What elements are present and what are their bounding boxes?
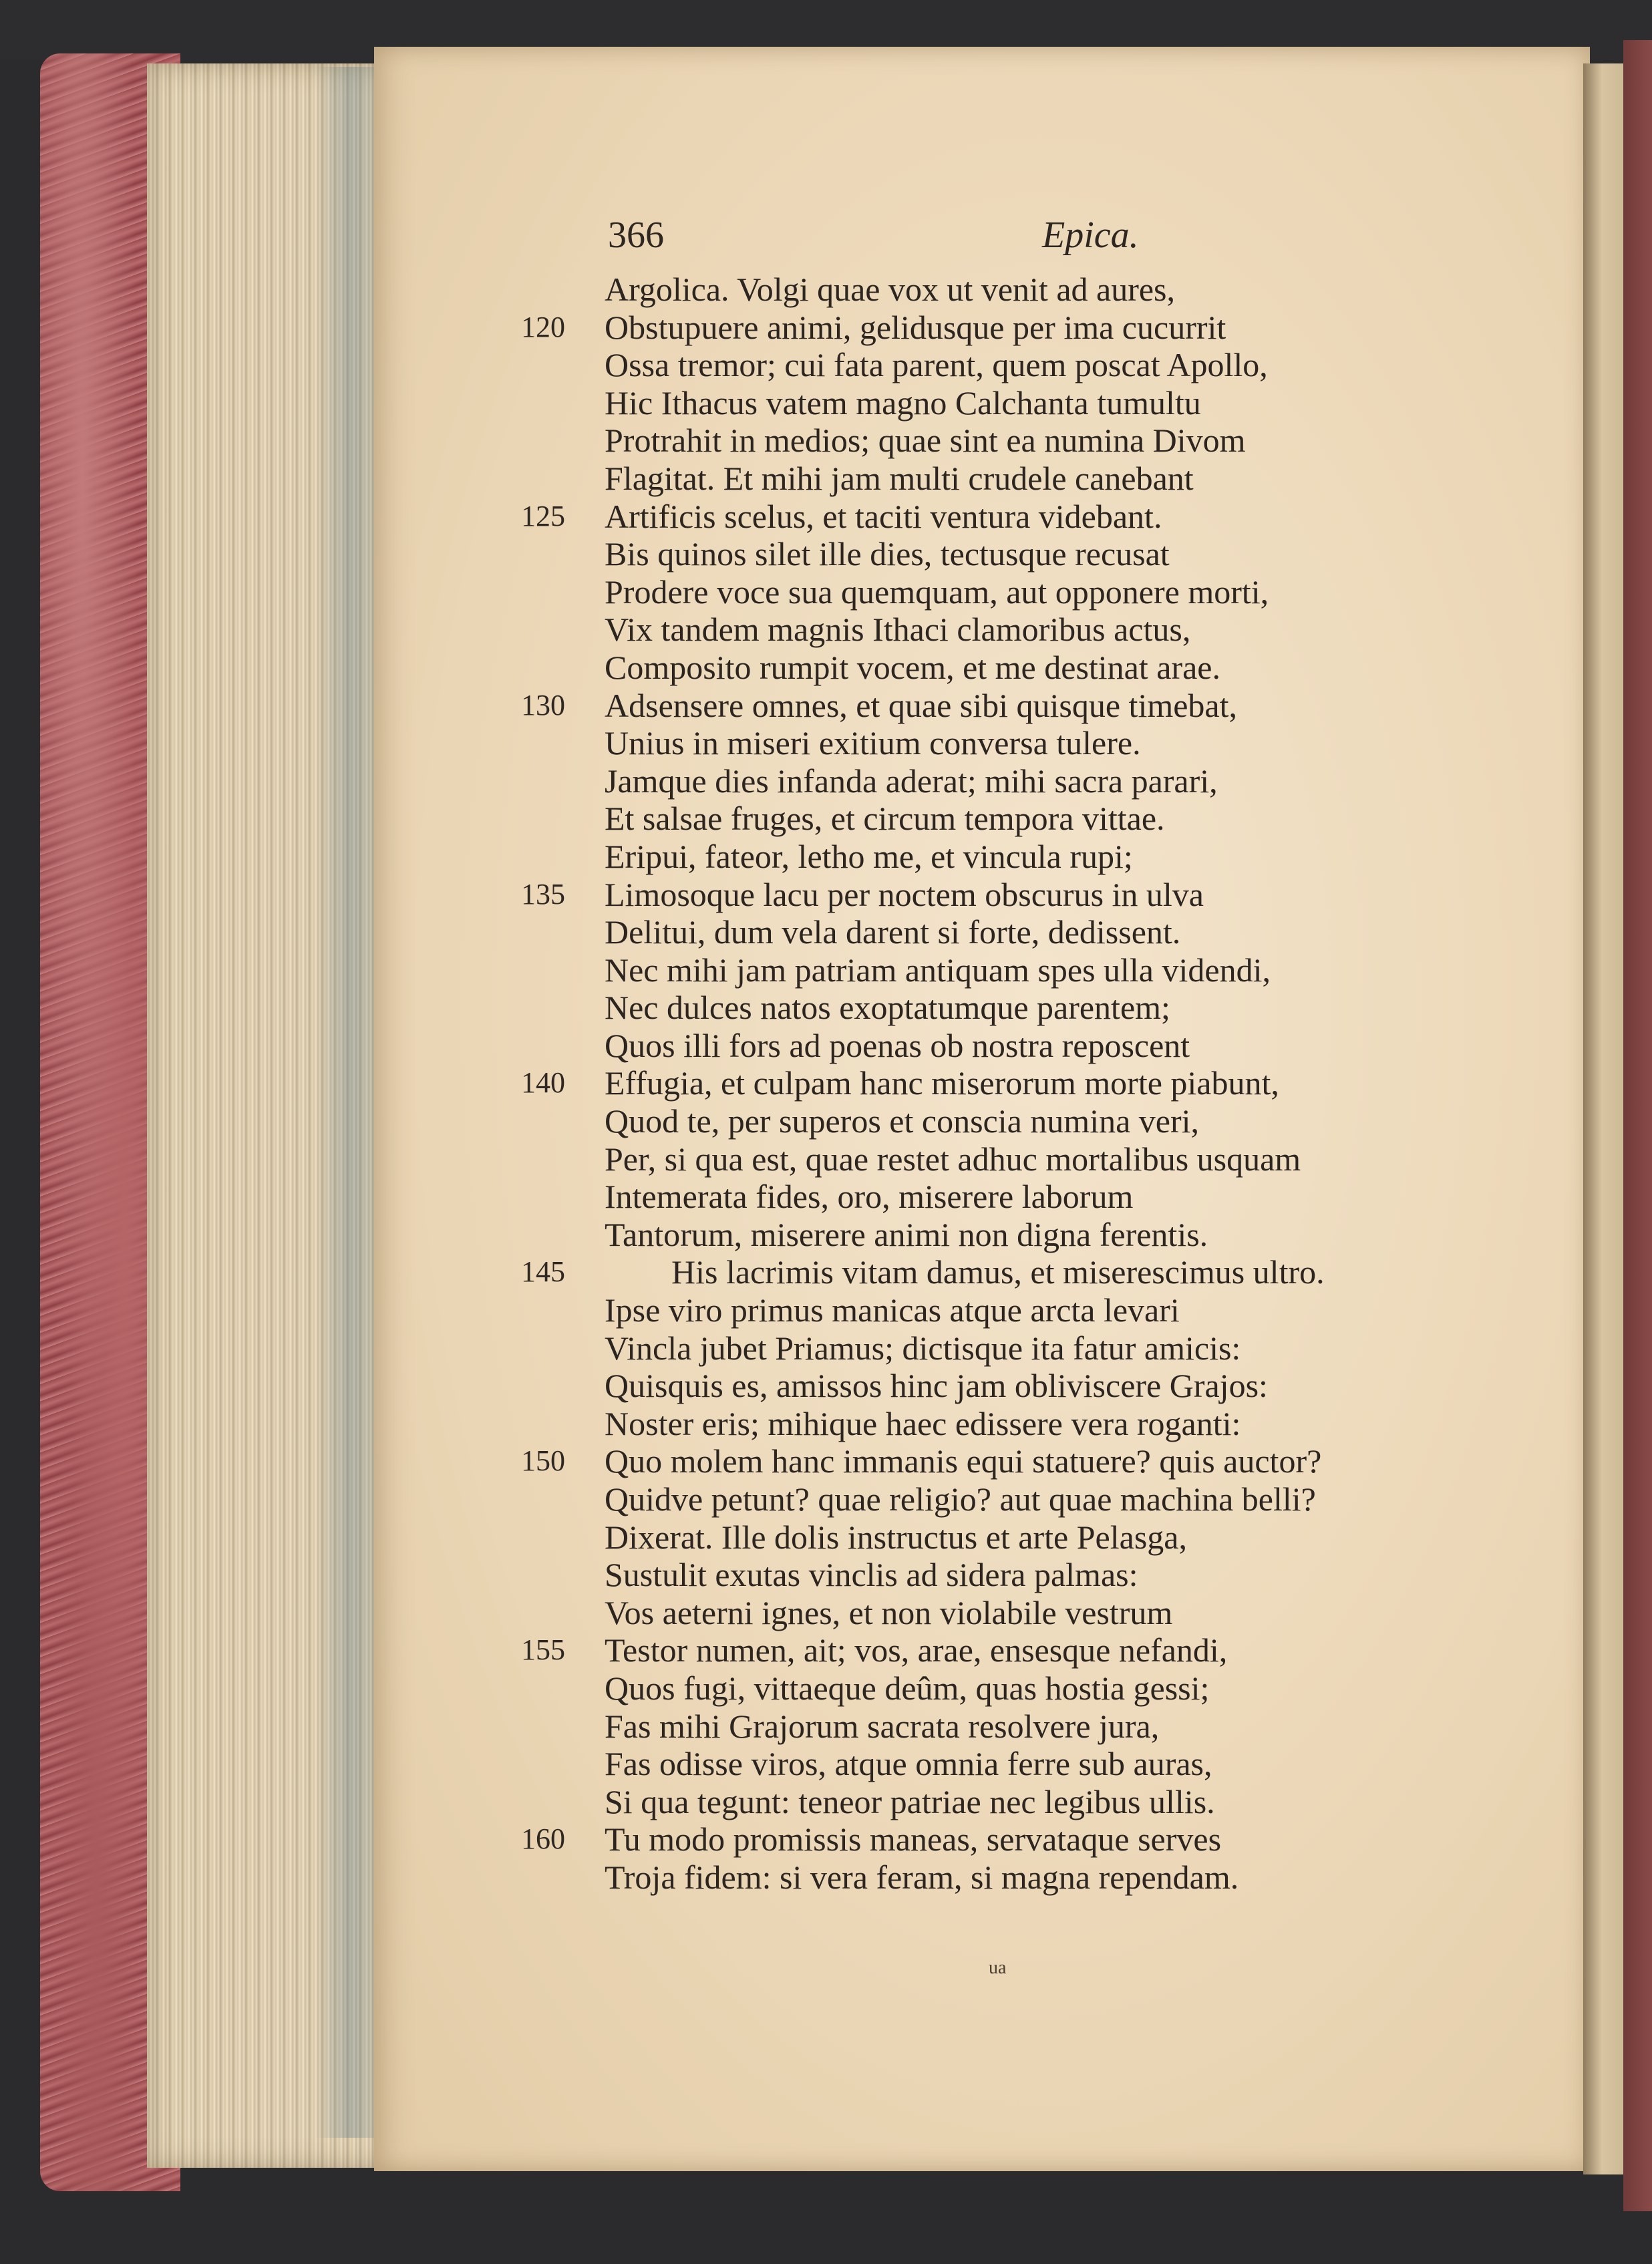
verse-text: Fas mihi Grajorum sacrata resolvere jura,: [605, 1707, 1160, 1745]
line-number: 160: [521, 1822, 565, 1856]
verse-line: [521, 1858, 1510, 1897]
verse-line: [521, 384, 1510, 422]
line-number: 145: [521, 1255, 565, 1289]
verse-line: [521, 346, 1510, 384]
verse-line: [521, 1178, 1510, 1216]
verse-text: Limosoque lacu per noctem obscurus in ulva: [605, 875, 1204, 913]
verse-text: Bis quinos silet ille dies, tectusque recusat: [605, 535, 1170, 573]
verse-text: Vix tandem magnis Ithaci clamoribus actus,: [605, 611, 1191, 649]
verse-line: [521, 1820, 1510, 1858]
verse-line: [521, 1140, 1510, 1178]
verse-text: Flagitat. Et mihi jam multi crudele canebant: [605, 459, 1194, 497]
verse-text: Nec mihi jam patriam antiquam spes ulla videndi,: [605, 951, 1271, 989]
verse-line: [521, 460, 1510, 498]
verse-text: Quos illi fors ad poenas ob nostra reposcent: [605, 1026, 1190, 1064]
line-number: 150: [521, 1444, 565, 1478]
verse-line: [521, 649, 1510, 687]
verse-text: Hic Ithacus vatem magno Calchanta tumultu: [605, 383, 1201, 422]
verse-text: Intemerata fides, oro, miserere laborum: [605, 1178, 1134, 1216]
verse-text: Testor numen, ait; vos, arae, ensesque nefandi,: [605, 1631, 1228, 1669]
verse-text: Obstupuere animi, gelidusque per ima cucurrit: [605, 308, 1226, 346]
verse-text: Dixerat. Ille dolis instructus et arte Pelasga,: [605, 1518, 1187, 1556]
verse-line: [521, 611, 1510, 649]
verse-text: Prodere voce sua quemquam, aut opponere morti,: [605, 573, 1269, 611]
verse-line: [521, 1405, 1510, 1443]
right-cover: [1623, 40, 1652, 2211]
verse-line: [521, 1216, 1510, 1254]
verse-text: Tu modo promissis maneas, servataque serves: [605, 1820, 1222, 1858]
verse-text: Ipse viro primus manicas atque arcta levari: [605, 1291, 1180, 1329]
verse-line: [521, 876, 1510, 914]
verse-line: [521, 1745, 1510, 1783]
verse-text: Quisquis es, amissos hinc jam obliviscere Grajos:: [605, 1367, 1268, 1405]
verse-text: Per, si qua est, quae restet adhuc mortalibus usquam: [605, 1140, 1301, 1178]
line-number: 130: [521, 688, 565, 721]
line-number: 155: [521, 1633, 565, 1667]
verse-line: [521, 1669, 1510, 1708]
verse-line: [521, 1291, 1510, 1329]
verse-text: Quo molem hanc immanis equi statuere? quis auctor?: [605, 1442, 1322, 1480]
verse-line: [521, 1442, 1510, 1480]
verse-line: [521, 951, 1510, 989]
verse-text: Noster eris; mihique haec edissere vera roganti:: [605, 1404, 1241, 1442]
verse-text: Vincla jubet Priamus; dictisque ita fatur amicis:: [605, 1329, 1241, 1367]
verse-text: Vos aeterni ignes, et non violabile vestrum: [605, 1593, 1173, 1631]
verse-line: [521, 800, 1510, 838]
verse-text: Jamque dies infanda aderat; mihi sacra parari,: [605, 762, 1218, 800]
verse-text: Et salsae fruges, et circum tempora vittae.: [605, 800, 1165, 838]
verse-text: Adsensere omnes, et quae sibi quisque timebat,: [605, 686, 1237, 724]
line-number: 140: [521, 1066, 565, 1100]
verse-line: [521, 1027, 1510, 1065]
line-number: 125: [521, 499, 565, 532]
verse-line: [521, 1102, 1510, 1140]
verse-text: Unius in miseri exitium conversa tulere.: [605, 724, 1141, 762]
verse-text: Quidve petunt? quae religio? aut quae machina belli?: [605, 1480, 1316, 1518]
verse-text: Argolica. Volgi quae vox ut venit ad aures,: [605, 271, 1176, 308]
verse-line: [521, 1518, 1510, 1557]
verse-text: Quos fugi, vittaeque deûm, quas hostia gessi;: [605, 1669, 1210, 1707]
verse-line: [521, 498, 1510, 536]
verse-line: [521, 1783, 1510, 1821]
verse-line: [521, 1480, 1510, 1518]
verse-line: [521, 1708, 1510, 1746]
verse-line: [521, 1367, 1510, 1405]
verse-text: Quod te, per superos et conscia numina veri,: [605, 1102, 1200, 1140]
verse-text: Si qua tegunt: teneor patriae nec legibus ullis.: [605, 1782, 1215, 1820]
page-number: 366: [608, 214, 664, 256]
verse-text: Tantorum, miserere animi non digna ferentis.: [605, 1215, 1208, 1253]
verse-text: His lacrimis vitam damus, et miserescimus ultro.: [671, 1253, 1325, 1291]
verse-line: [521, 1253, 1510, 1291]
verse-text: Ossa tremor; cui fata parent, quem poscat Apollo,: [605, 346, 1268, 384]
line-number: 120: [521, 310, 565, 343]
verse-line: [521, 838, 1510, 876]
verse-text: Fas odisse viros, atque omnia ferre sub auras,: [605, 1745, 1212, 1783]
verse-line: [521, 309, 1510, 347]
verse-line: [521, 1556, 1510, 1594]
verse-line: [521, 913, 1510, 951]
verse-text: Sustulit exutas vinclis ad sidera palmas:: [605, 1556, 1138, 1594]
verse-line: [521, 573, 1510, 611]
verse-line: [521, 1594, 1510, 1632]
verse-text: Composito rumpit vocem, et me destinat arae.: [605, 648, 1220, 686]
verse-text: Effugia, et culpam hanc miserorum morte piabunt,: [605, 1064, 1279, 1102]
line-number: 135: [521, 877, 565, 911]
verse-line: [521, 535, 1510, 573]
verse-text: Troja fidem: si vera feram, si magna rependam.: [605, 1858, 1239, 1896]
running-head-title: Epica.: [1042, 214, 1139, 256]
verse-text: Protrahit in medios; quae sint ea numina Divom: [605, 422, 1246, 460]
verse-line: [521, 762, 1510, 800]
verse-text: Eripui, fateor, letho me, et vincula rupi;: [605, 837, 1133, 875]
verse-block: [521, 271, 1510, 1897]
verse-line: [521, 687, 1510, 725]
verse-line: [521, 1064, 1510, 1102]
running-head: [608, 214, 1276, 274]
verse-line: [521, 989, 1510, 1027]
verse-line: [521, 422, 1510, 460]
verse-line: [521, 1329, 1510, 1367]
verse-line: [521, 271, 1510, 309]
verse-text: Artificis scelus, et taciti ventura videbant.: [605, 497, 1162, 535]
signature-mark: ua: [989, 1957, 1007, 1978]
verse-text: Nec dulces natos exoptatumque parentem;: [605, 989, 1170, 1027]
verse-text: Delitui, dum vela darent si forte, dedissent.: [605, 913, 1181, 951]
verse-line: [521, 724, 1510, 762]
verse-line: [521, 1631, 1510, 1669]
